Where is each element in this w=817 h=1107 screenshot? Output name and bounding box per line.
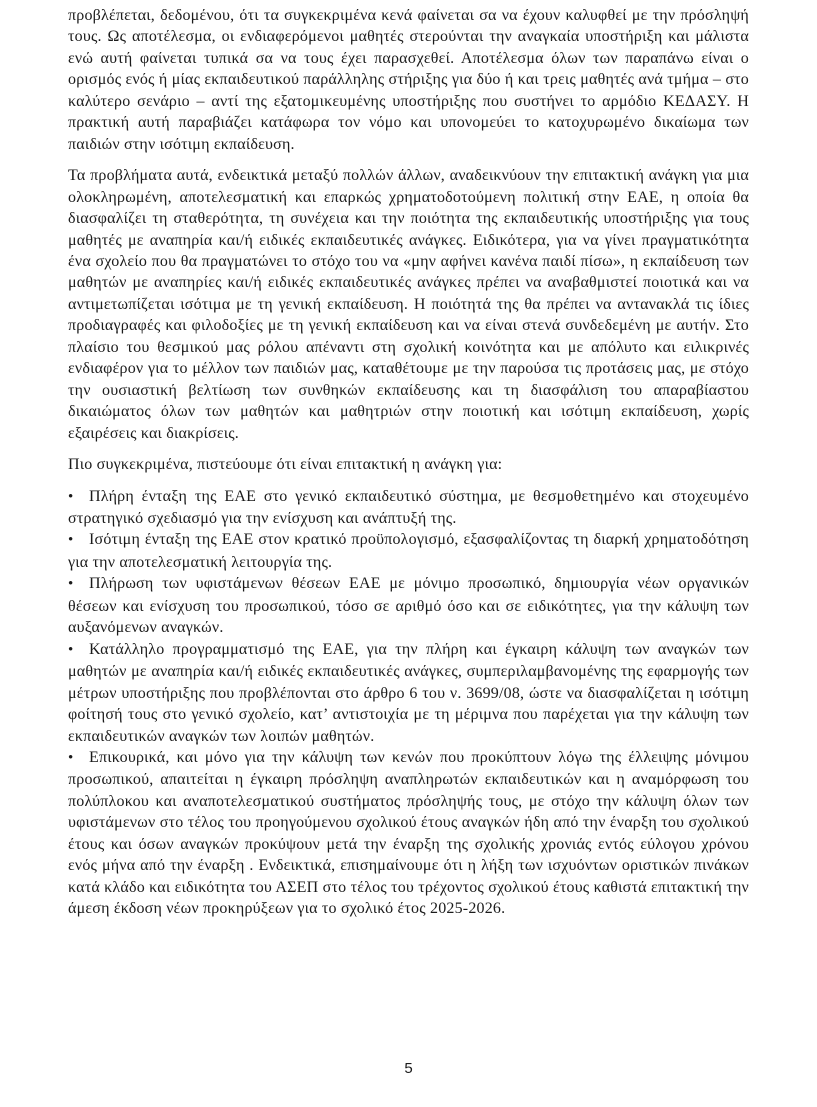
- page-content: [68, 5, 749, 920]
- bullet-icon: •: [68, 488, 74, 505]
- list-item: [68, 747, 749, 920]
- list-item-text: Επικουρικά, και μόνο για την κάλυψη των κενών που προκύπτουν λόγω της έλλειψης μόνιμου προσωπικού, απαιτείται η έγκαιρη πρόσληψη αναπληρωτών εκπαιδευτικών και η αναμόρφωση του πολύπλοκου και αναποτελεσματικού συστήματος πρόσληψής τους, με στόχο την κάλυψη όλων των υφιστάμενων στο τέλος του προηγούμενου σχολικού έτους αναγκών ήδη από την έναρξη του σχολικού έτους και όσων αναγκών προκύψουν μετά την έναρξη της σχολικής χρονιάς εντός εύλογου χρόνου ενός μήνα από την έναρξη . Ενδεικτικά, επισημαίνουμε ότι η λήξη των ισχυόντων οριστικών πινάκων κατά κλάδο και ειδικότητα του ΑΣΕΠ στο τέλος του τρέχοντος σχολικού έτους καθιστά επιτακτική την άμεση έκδοση νέων προκηρύξεων για το σχολικό έτος 2025-2026.: [68, 748, 749, 918]
- paragraph-list-intro: Πιο συγκεκριμένα, πιστεύουμε ότι είναι επιτακτική η ανάγκη για:: [68, 456, 503, 474]
- list-item: [68, 486, 749, 530]
- bullet-icon: •: [68, 749, 74, 766]
- list-item: [68, 639, 749, 747]
- list-item-text: Πλήρη ένταξη της ΕΑΕ στο γενικό εκπαιδευτικό σύστημα, με θεσμοθετημένο και στοχευμένο στρατηγικό σχεδιασμό για την ενίσχυση και ανάπτυξή της.: [68, 487, 749, 527]
- list-item: [68, 529, 749, 573]
- page-footer: [0, 1060, 817, 1078]
- list-item: [68, 573, 749, 638]
- bullet-icon: •: [68, 576, 74, 593]
- list-item-text: Ισότιμη ένταξη της ΕΑΕ στον κρατικό προϋπολογισμό, εξασφαλίζοντας τη διαρκή χρηματοδότηση για την αποτελεσματική λειτουργία της.: [68, 531, 749, 571]
- page-number: 5: [404, 1060, 413, 1077]
- paragraph-problems: Τα προβλήματα αυτά, ενδεικτικά μεταξύ πολλών άλλων, αναδεικνύουν την επιτακτική ανάγκη για μια ολοκληρωμένη, αποτελεσματική και επαρκώς χρηματοδοτούμενη πολιτική στην ΕΑΕ, η οποία θα διασφαλίζει τη σταθερότητα, τη συνέχεια και την ποιότητα της εκπαιδευτικής υποστήριξης για τους μαθητές με αναπηρία και/ή ειδικές εκπαιδευτικές ανάγκες. Ειδικότερα, για να γίνει πραγματικότητα ένα σχολείο που θα πραγματώνει το στόχο του να «μην αφήνει κανένα παιδί πίσω», η εκπαίδευση των μαθητών με αναπηρίες και/ή ειδικές εκπαιδευτικές ανάγκες πρέπει να αναβαθμιστεί ποιοτικά και να αντιμετωπίζεται ισότιμα με τη γενική εκπαίδευση. Η ποιότητά της θα πρέπει να αντανακλά τις ίδιες προδιαγραφές και φιλοδοξίες με τη γενική εκπαίδευση και να είναι στενά συνδεδεμένη με αυτήν. Στο πλαίσιο του θεσμικού μας ρόλου απέναντι στη σχολική κοινότητα και με απόλυτο και ειλικρινές ενδιαφέρον για το μέλλον των παιδιών μας, καταθέτουμε με την παρούσα τις προτάσεις μας, με στόχο την ουσιαστική βελτίωση των συνθηκών εκπαίδευσης και τη διασφάλιση του απαραβίαστου δικαιώματος όλων των μαθητών και μαθητριών στην ποιοτική και ισότιμη εκπαίδευση, χωρίς εξαιρέσεις και διακρίσεις.: [68, 167, 749, 442]
- paragraph-continuation: προβλέπεται, δεδομένου, ότι τα συγκεκριμένα κενά φαίνεται σα να έχουν καλυφθεί με την πρόσληψή τους. Ως αποτέλεσμα, οι ενδιαφερόμενοι μαθητές στερούνται την αναγκαία υποστήριξη και μάλιστα ενώ αυτή φαίνεται τυπικά σα να τους έχει παρασχεθεί. Αποτέλεσμα όλων των παραπάνω είναι ο ορισμός ενός ή μίας εκπαιδευτικού παράλληλης στήριξης για δύο ή και τρεις μαθητές ανά τμήμα – στο καλύτερο σενάριο – αντί της εξατομικευμένης υποστήριξης που συστήνει το αρμόδιο ΚΕΔΑΣΥ. Η πρακτική αυτή παραβιάζει κατάφωρα τον νόμο και υπονομεύει το κατοχυρωμένο δικαίωμα των παιδιών στην ισότιμη εκπαίδευση.: [68, 7, 749, 153]
- bullet-list: [68, 486, 749, 920]
- list-item-text: Κατάλληλο προγραμματισμό της ΕΑΕ, για την πλήρη και έγκαιρη κάλυψη των αναγκών των μαθητών με αναπηρία και/ή ειδικές εκπαιδευτικές ανάγκες, συμπεριλαμβανομένης της εφαρμογής των μέτρων υποστήριξης που προβλέπονται στο άρθρο 6 του ν. 3699/08, ώστε να διασφαλίζεται η ισότιμη φοίτησή τους στο γενικό σχολείο, κατ’ αντιστοιχία με τη μέριμνα που παρέχεται για την κάλυψη των εκπαιδευτικών αναγκών των λοιπών μαθητών.: [68, 640, 749, 745]
- list-item-text: Πλήρωση των υφιστάμενων θέσεων ΕΑΕ με μόνιμο προσωπικό, δημιουργία νέων οργανικών θέσεων και ενίσχυση του προσωπικού, τόσο σε αριθμό όσο και σε ειδικότητες, για την κάλυψη των αυξανόμενων αναγκών.: [68, 575, 749, 637]
- bullet-icon: •: [68, 532, 74, 549]
- bullet-icon: •: [68, 641, 74, 658]
